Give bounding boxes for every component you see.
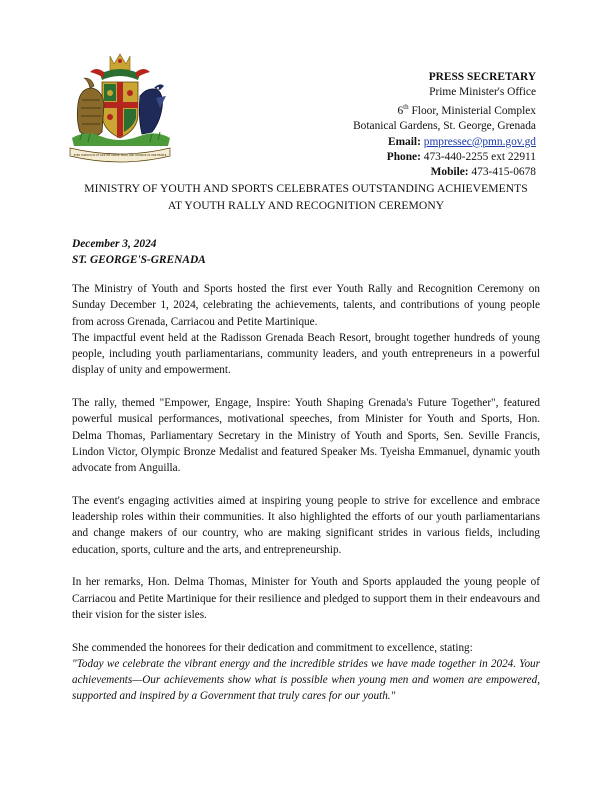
- email-label: Email: [387, 135, 418, 148]
- floor-suffix: th: [403, 103, 409, 112]
- floor-number: 6: [397, 105, 404, 118]
- dateline: [72, 236, 206, 268]
- press-office-contact-block: [353, 70, 536, 180]
- office-floor-line: [353, 100, 536, 119]
- headline-line-1: MINISTRY OF YOUTH AND SPORTS CELEBRATES OUTSTANDING ACHIEVEMENTS: [84, 182, 528, 195]
- press-release-body: [72, 281, 540, 705]
- paragraph-4: The event's engaging activities aimed at inspiring young people to strive for excellence and embrace leadership roles within their communities. It also highlighted the efforts of our youth parliamentarians and change makers of our country, who are making significant strides in various fields, including education, sports, culture and the arts, and entrepreneurship.: [72, 494, 540, 556]
- phone-label: Phone: [386, 150, 418, 163]
- paragraph-1: The Ministry of Youth and Sports hosted the first ever Youth Rally and Recognition Ceremony on Sunday December 1, 2024, celebrating the achievements, talents, and contributions of young people from across Grenada, Carriacou and Petite Martinique.: [72, 283, 540, 328]
- crest-motto: EVER CONSCIOUS OF GOD WE ASPIRE, BUILD AND ADVANCE AS ONE PEOPLE: [73, 154, 167, 157]
- phone-line: Phone: 473-440-2255 ext 22911: [386, 150, 536, 163]
- mobile-label: Mobile: [430, 166, 465, 179]
- paragraph-6: She commended the honorees for their dedication and commitment to excellence, stating:: [72, 641, 473, 654]
- paragraph-2: The impactful event held at the Radisson Grenada Beach Resort, brought together hundreds of young people, including youth parliamentarians, community leaders, and youth entrepreneurs in a powerful display of unity and empowerment.: [72, 331, 540, 377]
- release-date: December 3, 2024: [72, 238, 157, 250]
- email-link[interactable]: pmpressec@pmn.gov.gd: [423, 135, 536, 148]
- office-address: Botanical Gardens, St. George, Grenada: [353, 120, 536, 133]
- press-release-headline: [60, 181, 552, 214]
- mobile-value: 473-415-0678: [471, 166, 536, 179]
- office-line-1: Prime Minister's Office: [429, 86, 536, 99]
- release-place: ST. GEORGE'S-GRENADA: [72, 254, 206, 266]
- mobile-line: Mobile: 473-415-0678: [430, 166, 536, 179]
- headline-line-2: AT YOUTH RALLY AND RECOGNITION CEREMONY: [167, 198, 445, 212]
- office-title: PRESS SECRETARY: [428, 71, 536, 83]
- paragraph-5: In her remarks, Hon. Delma Thomas, Minister for Youth and Sports applauded the young people of Carriacou and Petite Martinique for their resilience and pledged to support them in their endeavours and their vision for the sister isles.: [72, 576, 540, 621]
- minister-quote: "Today we celebrate the vibrant energy and the incredible strides we have made together in 2024. Your achievements—Our achievements show what is possible when young men and women are empowered, supported and inspired by a Government that truly cares for our youth.": [72, 657, 540, 703]
- email-line: Email: pmpressec@pmn.gov.gd: [387, 135, 536, 148]
- paragraph-3: The rally, themed "Empower, Engage, Inspire: Youth Shaping Grenada's Future Together", featured powerful musical performances, motivational speeches, from Minister for Youth and Sports, Hon. Delma Thomas, Parliamentary Secretary in the Ministry of Youth and Sports, Sen. Seville Francis, Lindon Victor, Olympic Bronze Medalist and featured Speaker Ms. Tyeisha Emmanuel, dynamic youth advocate from Anguilla.: [72, 397, 540, 475]
- grenada-coat-of-arms-icon: [66, 52, 174, 164]
- floor-rest: Floor, Ministerial Complex: [408, 105, 536, 118]
- phone-value: 473-440-2255 ext 22911: [423, 150, 536, 163]
